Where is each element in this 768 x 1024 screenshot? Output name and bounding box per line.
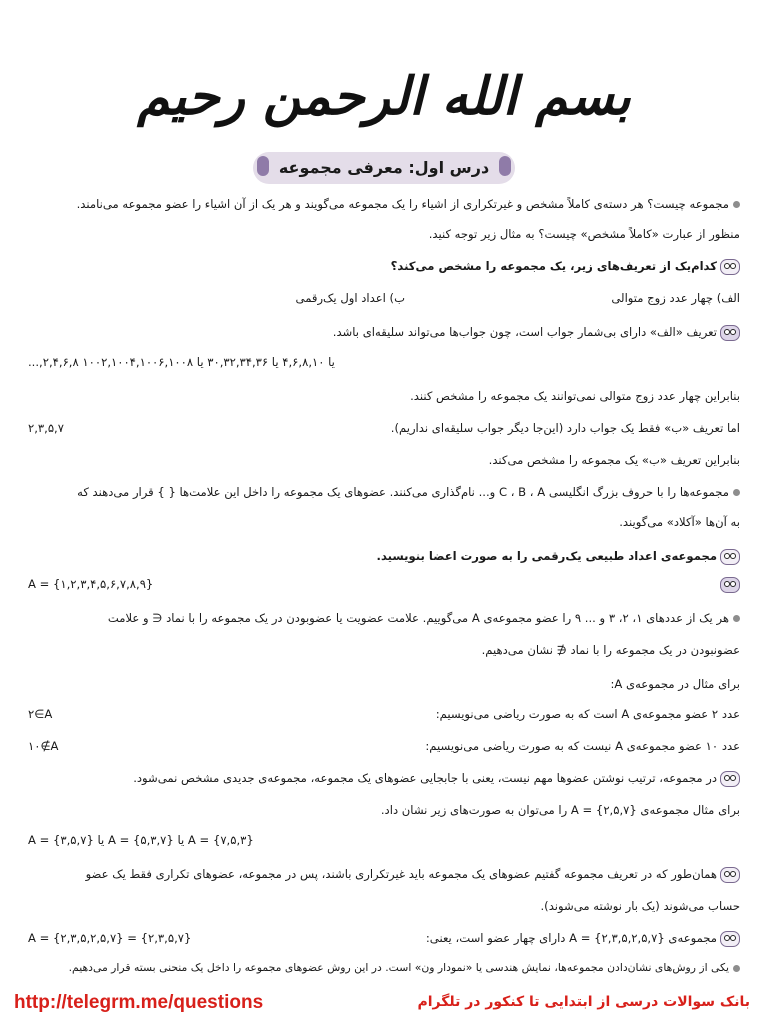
equation: ۲∈A: [28, 707, 53, 721]
text-line: [28, 702, 740, 726]
text-line: [28, 606, 740, 630]
lesson-title-wrap: [0, 152, 768, 184]
text-line: [28, 894, 740, 918]
option-b: ب) اعداد اول یک‌رقمی: [295, 291, 405, 305]
note-line: [28, 862, 740, 886]
text-line: [28, 672, 740, 696]
line-text: همان‌طور که در تعریف مجموعه گفتیم عضوهای یک مجموعه باید غیرتکراری باشند، پس در مجموعه، عضوهای تکراری فقط یک عضو: [85, 867, 717, 881]
options-line: [28, 286, 740, 310]
lesson-title: درس اول: معرفی مجموعه: [253, 152, 515, 184]
basmala-heading: بسم الله الرحمن رحیم: [137, 66, 631, 127]
text-line: [28, 798, 740, 822]
text-line: [28, 638, 740, 662]
line-text: اما تعریف «ب» فقط یک جواب دارد (این‌جا دیگر جواب سلیقه‌ای نداریم).: [390, 421, 740, 435]
text-line: [28, 510, 740, 534]
footer: [0, 992, 768, 1018]
question-line: [28, 544, 740, 568]
text-line: [28, 416, 740, 440]
bullet-icon: [733, 201, 740, 208]
example-sequence: ...,۲,۴,۶,۸ یا ۴,۶,۸,۱۰ یا ۳۰,۳۲,۳۴,۳۶ یا ۱۰۰۲,۱۰۰۴,۱۰۰۶,۱۰۰۸: [28, 355, 335, 369]
equation: A = {۳,۵,۷} یا A = {۵,۳,۷} یا A = {۷,۵,۳}: [28, 833, 254, 847]
answer-line: [28, 320, 740, 344]
text-line: [28, 480, 740, 504]
line-text: تعریف «الف» دارای بی‌شمار جواب است، چون جواب‌ها می‌تواند سلیقه‌ای باشد.: [332, 325, 717, 339]
glasses-face-icon: [720, 259, 740, 275]
note-face-icon: [720, 867, 740, 883]
line-text: مجموعه‌ی اعداد طبیعی یک‌رقمی را به صورت اعضا بنویسید.: [376, 549, 717, 563]
equation: A = {۱,۲,۳,۴,۵,۶,۷,۸,۹}: [28, 577, 154, 591]
line-text: بنابراین تعریف «ب» یک مجموعه را مشخص می‌کند.: [488, 453, 740, 467]
line-text: حساب می‌شوند (یک بار نوشته می‌شوند).: [540, 899, 740, 913]
line-text: منظور از عبارت «کاملاً مشخص» چیست؟ به مثال زیر توجه کنید.: [428, 227, 740, 241]
glasses-face-icon: [720, 931, 740, 947]
line-text: یکی از روش‌های نشان‌دادن مجموعه‌ها، نمایش هندسی یا «نمودار ون» است. در این روش عضوهای مجموعه را داخل یک منحنی بسته قرار می‌دهیم.: [68, 961, 729, 974]
line-text: مجموعه‌ها را با حروف بزرگ انگلیسی C ، B ، A و... نام‌گذاری می‌کنند. عضوهای یک مجموعه را داخل این علامت‌ها { } قرار می‌دهند که: [77, 485, 729, 499]
line-text: به آن‌ها «آکلاد» می‌گویند.: [619, 515, 740, 529]
note-face-icon: [720, 771, 740, 787]
bullet-icon: [733, 489, 740, 496]
telegram-link[interactable]: http://telegrm.me/questions: [14, 992, 264, 1013]
question-line: [28, 254, 740, 278]
bullet-icon: [733, 615, 740, 622]
line-text: در مجموعه، ترتیب نوشتن عضوها مهم نیست، یعنی با جابجایی عضوهای یک مجموعه، مجموعه‌ی جدیدی مشخص نمی‌شود.: [133, 771, 717, 785]
line-text: بنابراین چهار عدد زوج متوالی نمی‌توانند یک مجموعه را مشخص کنند.: [410, 389, 740, 403]
line-text: عضونبودن در یک مجموعه را با نماد ∉ نشان می‌دهیم.: [481, 643, 740, 657]
grin-face-icon: [720, 325, 740, 341]
text-line: [28, 734, 740, 758]
text-line: [28, 448, 740, 472]
line-text: هر یک از عددهای ۱، ۲، ۳ و ... ۹ را عضو مجموعه‌ی A می‌گوییم. علامت عضویت یا عضوبودن در یک مجموعه را با نماد ∈ و علامت: [107, 611, 729, 625]
line-text: عدد ۱۰ عضو مجموعه‌ی A نیست که به صورت ریاضی می‌نویسیم:: [425, 739, 740, 753]
footer-caption: بانک سوالات درسی از ابتدایی تا کنکور در تلگرام: [417, 994, 750, 1010]
option-a: الف) چهار عدد زوج متوالی: [611, 291, 740, 305]
line-text: مجموعه‌ی {۲,۳,۵,۲,۵,۷} = A دارای چهار عضو است، یعنی:: [425, 931, 717, 945]
line-text: کدام‌یک از تعریف‌های زیر، یک مجموعه را مشخص می‌کند؟: [390, 259, 717, 273]
equation: A = {۲,۳,۵,۲,۵,۷} = {۲,۳,۵,۷}: [28, 931, 192, 945]
line-text: عدد ۲ عضو مجموعه‌ی A است که به صورت ریاضی می‌نویسیم:: [435, 707, 740, 721]
text-line: [28, 956, 740, 980]
text-line: [28, 192, 740, 216]
line-text: مجموعه چیست؟ هر دسته‌ی کاملاً مشخص و غیرتکراری از اشیاء را یک مجموعه می‌گویند و هر یک از آن اشیاء را عضو مجموعه می‌نامند.: [76, 197, 729, 211]
bullet-icon: [733, 965, 740, 972]
line-text: برای مثال در مجموعه‌ی A:: [610, 677, 740, 691]
example-line: [28, 350, 740, 374]
line-text: برای مثال مجموعه‌ی {۲,۵,۷} = A را می‌توان به صورت‌های زیر نشان داد.: [380, 803, 740, 817]
equation: ۱۰∉A: [28, 739, 59, 753]
text-line: [28, 384, 740, 408]
glasses-face-icon: [720, 549, 740, 565]
grin-face-icon: [720, 577, 740, 593]
text-line: [28, 222, 740, 246]
note-line: [28, 766, 740, 790]
equation: ۲,۳,۵,۷: [28, 421, 64, 435]
